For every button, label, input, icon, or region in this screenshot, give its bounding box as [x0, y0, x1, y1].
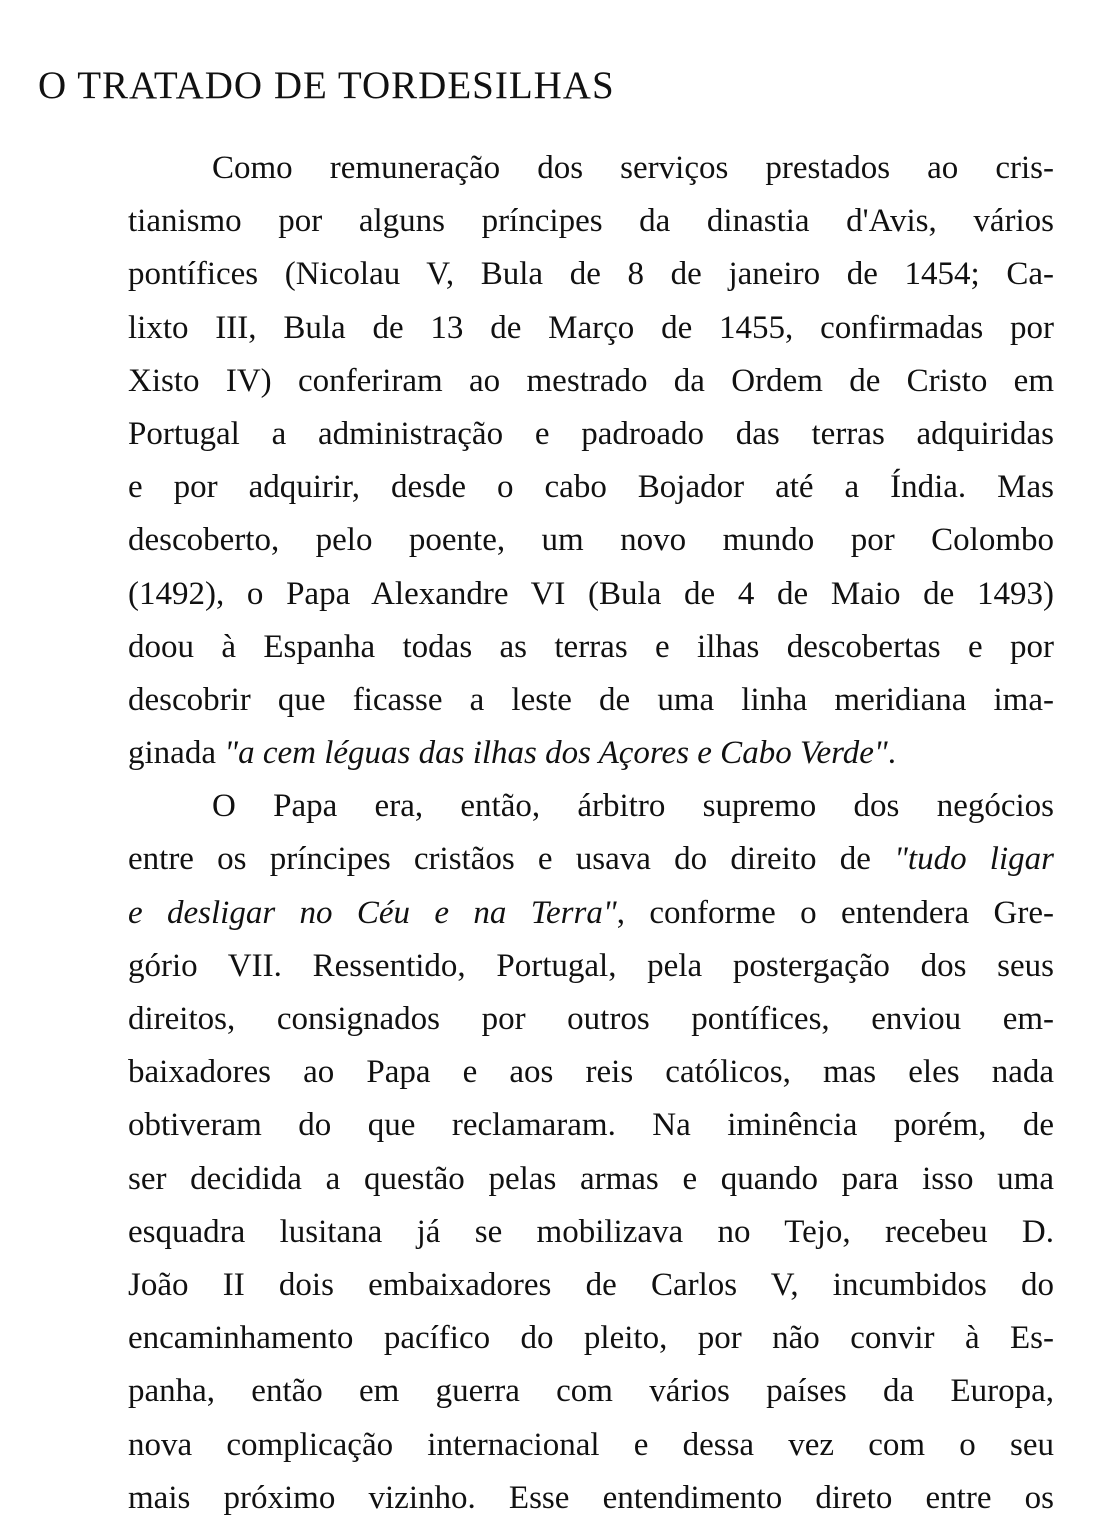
text-segment: entre os príncipes cristãos e usava do direito de — [128, 841, 895, 878]
text-line: Como remuneração dos serviços prestados ao cris- — [212, 150, 1054, 186]
body-text — [128, 142, 1054, 1525]
text-line: doou à Espanha todas as terras e ilhas descobertas e por — [128, 628, 1054, 665]
text-line: João II dois embaixadores de Carlos V, incumbidos do — [128, 1266, 1054, 1303]
text-line: ser decidida a questão pelas armas e quando para isso uma — [128, 1160, 1054, 1197]
text-line: gório VII. Ressentido, Portugal, pela postergação dos seus — [128, 947, 1054, 984]
text-line — [128, 887, 1054, 940]
text-line: nova complicação internacional e dessa vez com o seu — [128, 1426, 1054, 1463]
text-segment: , conforme o entendera Gre- — [616, 894, 1054, 931]
text-line: descobrir que ficasse a leste de uma linha meridiana ima- — [128, 681, 1054, 718]
text-line: encaminhamento pacífico do pleito, por não convir à Es- — [128, 1320, 1054, 1357]
text-line: Portugal a administração e padroado das terras adquiridas — [128, 415, 1054, 452]
italic-quote: e desligar no Céu e na Terra" — [128, 894, 617, 931]
text-line — [128, 833, 1054, 886]
text-line: descoberto, pelo poente, um novo mundo por Colombo — [128, 522, 1054, 559]
italic-quote: "a cem léguas das ilhas dos Açores e Cabo Verde" — [224, 735, 888, 772]
text-line: Xisto IV) conferiram ao mestrado da Ordem de Cristo em — [128, 362, 1054, 399]
text-line: mais próximo vizinho. Esse entendimento direto entre os — [128, 1479, 1054, 1516]
text-line: obtiveram do que reclamaram. Na iminência porém, de — [128, 1107, 1054, 1144]
text-line: tianismo por alguns príncipes da dinastia d'Avis, vários — [128, 203, 1054, 240]
text-segment: . — [887, 735, 896, 772]
text-line: baixadores ao Papa e aos reis católicos, mas eles nada — [128, 1054, 1054, 1091]
text-line: lixto III, Bula de 13 de Março de 1455, confirmadas por — [128, 309, 1054, 346]
text-segment: ginada — [128, 735, 225, 772]
text-line: O Papa era, então, árbitro supremo dos negócios — [212, 788, 1054, 825]
text-line: pontífices (Nicolau V, Bula de 8 de janeiro de 1454; Ca- — [128, 256, 1054, 293]
text-line: e por adquirir, desde o cabo Bojador até a Índia. Mas — [128, 469, 1054, 506]
chapter-title: O TRATADO DE TORDESILHAS — [38, 64, 615, 107]
text-line — [128, 727, 1054, 780]
text-line: panha, então em guerra com vários países da Europa, — [128, 1373, 1054, 1410]
text-line: direitos, consignados por outros pontífices, enviou em- — [128, 1001, 1054, 1037]
text-line: (1492), o Papa Alexandre VI (Bula de 4 de Maio de 1493) — [128, 575, 1054, 612]
italic-quote: "tudo ligar — [894, 841, 1054, 878]
text-line: esquadra lusitana já se mobilizava no Tejo, recebeu D. — [128, 1213, 1054, 1250]
